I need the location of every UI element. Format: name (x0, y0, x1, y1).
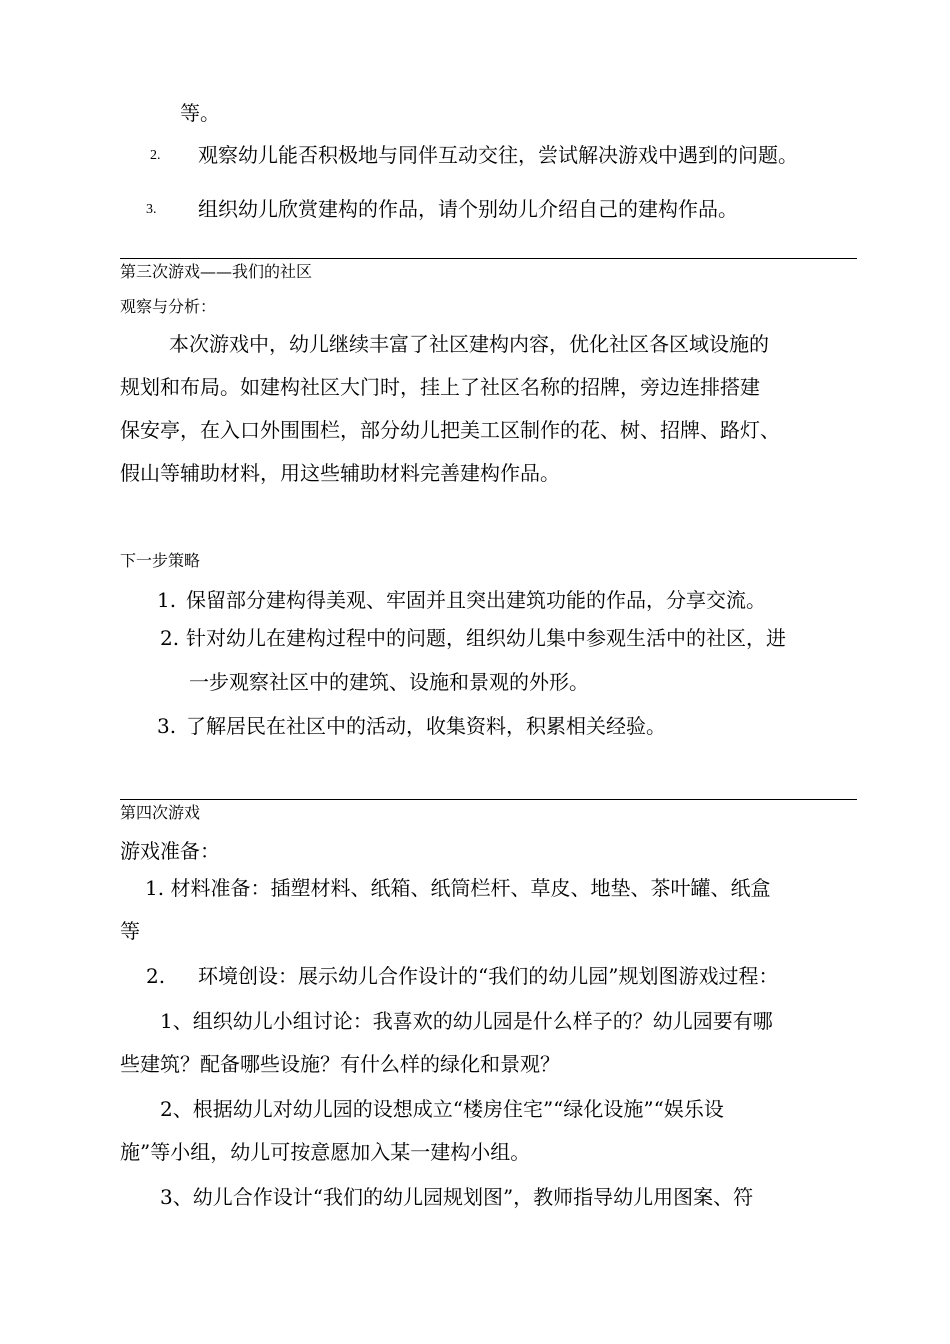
list-number: 2. (150, 148, 161, 163)
prep-label: 游戏准备： (120, 839, 220, 863)
strategy-number: 2. (160, 626, 180, 650)
process-step: 3、幼儿合作设计“我们的幼儿园规划图”，教师指导幼儿用图案、符 (160, 1185, 754, 1209)
strategy-number: 1. (157, 588, 177, 612)
section-heading: 第四次游戏 (120, 803, 201, 822)
strategy-item: 针对幼儿在建构过程中的问题，组织幼儿集中参观生活中的社区，进 (186, 626, 786, 650)
paragraph-line: 保安亭，在入口外围围栏，部分幼儿把美工区制作的花、树、招牌、路灯、 (120, 418, 780, 442)
section-divider (120, 799, 857, 800)
section-divider (120, 258, 857, 259)
strategy-item: 保留部分建构得美观、牢固并且突出建筑功能的作品，分享交流。 (186, 588, 766, 612)
paragraph-line: 本次游戏中，幼儿继续丰富了社区建构内容，优化社区各区域设施的 (169, 332, 769, 356)
list-item: 组织幼儿欣赏建构的作品，请个别幼儿介绍自己的建构作品。 (198, 197, 738, 221)
paragraph-line: 规划和布局。如建构社区大门时，挂上了社区名称的招牌，旁边连排搭建 (120, 375, 760, 399)
observe-label: 观察与分析： (120, 297, 217, 316)
list-item: 观察幼儿能否积极地与同伴互动交往，尝试解决游戏中遇到的问题。 (198, 143, 798, 167)
paragraph-line: 假山等辅助材料，用这些辅助材料完善建构作品。 (120, 461, 560, 485)
prep-number: 2. (146, 964, 166, 988)
strategy-number: 3. (157, 714, 177, 738)
process-step-continuation: 施”等小组，幼儿可按意愿加入某一建构小组。 (120, 1140, 531, 1164)
prep-item: 环境创设：展示幼儿合作设计的“我们的幼儿园”规划图游戏过程： (198, 964, 779, 988)
process-step: 1、组织幼儿小组讨论：我喜欢的幼儿园是什么样子的？幼儿园要有哪 (160, 1009, 773, 1033)
strategy-item: 了解居民在社区中的活动，收集资料，积累相关经验。 (186, 714, 666, 738)
list-number: 3. (146, 202, 157, 217)
section-heading: 第三次游戏——我们的社区 (120, 262, 313, 281)
prep-item: 1. 材料准备：插塑材料、纸箱、纸筒栏杆、草皮、地垫、茶叶罐、纸盒 (145, 876, 771, 900)
strategy-label: 下一步策略 (120, 551, 201, 570)
prep-item-continuation: 等 (120, 919, 140, 943)
process-step-continuation: 些建筑？配备哪些设施？有什么样的绿化和景观？ (120, 1052, 560, 1076)
strategy-item-continuation: 一步观察社区中的建筑、设施和景观的外形。 (189, 670, 589, 694)
list-continuation: 等。 (180, 101, 220, 125)
process-step: 2、根据幼儿对幼儿园的设想成立“楼房住宅”“绿化设施”“娱乐设 (160, 1097, 724, 1121)
